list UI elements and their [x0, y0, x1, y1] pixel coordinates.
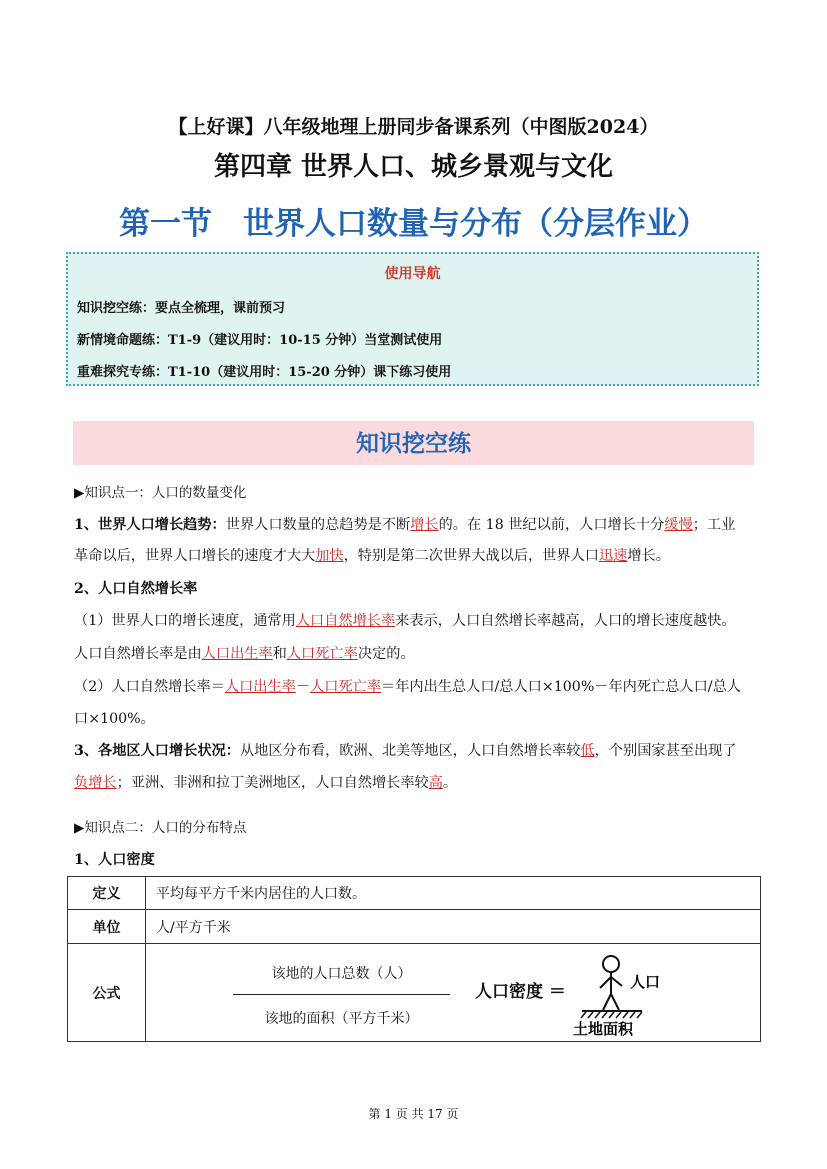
- guide-row: 重难探究专练：T1-10（建议用时：15-20 分钟）课下练习使用: [77, 365, 452, 380]
- section-banner: 知识挖空练: [73, 421, 754, 465]
- series-title: 【上好课】八年级地理上册同步备课系列（中图版2024）: [168, 116, 659, 138]
- item-2-p1-line-2: 人口自然增长率是由人口出生率和人口死亡率决定的。: [74, 646, 415, 662]
- density-illustration: [560, 950, 670, 1040]
- fraction-numerator: 该地的人口总数（人）: [271, 966, 412, 982]
- guide-title: 使用导航: [384, 266, 441, 282]
- density-equals-label: 人口密度 ＝: [475, 982, 566, 1002]
- section-title: 第一节 世界人口数量与分布（分层作业）: [119, 206, 708, 242]
- def-value: 平均每平方千米内居住的人口数。: [146, 877, 761, 910]
- item-2-p1-line-1: （1）世界人口的增长速度，通常用人口自然增长率来表示，人口自然增长率越高，人口的增长速度越快。: [74, 613, 736, 629]
- answer-blank: 负增长: [74, 775, 117, 791]
- answer-blank: 缓慢: [664, 517, 693, 533]
- stick-figure-icon: [560, 950, 670, 1040]
- answer-blank: 人口自然增长率: [295, 613, 396, 629]
- item-2-p2-line-2: 口×100%。: [74, 711, 155, 727]
- item-2-p2-line-1: （2）人口自然增长率＝人口出生率－人口死亡率＝年内出生总人口/总人口×100%－年内死亡总人口/总人: [74, 679, 741, 695]
- item-3-line-1: 3、各地区人口增长状况：从地区分布看，欧洲、北美等地区，人口自然增长率较低，个别国家甚至出现了: [74, 743, 737, 759]
- item-1-line-2: 革命以后，世界人口增长的速度才大大加快，特别是第二次世界大战以后，世界人口迅速增长。: [74, 548, 670, 564]
- answer-blank: 人口死亡率: [310, 679, 382, 695]
- usage-guide-box: [66, 252, 759, 386]
- unit-label: 单位: [68, 910, 146, 944]
- unit-value: 人/平方千米: [146, 910, 761, 944]
- answer-blank: 人口出生率: [224, 679, 296, 695]
- answer-blank: 人口出生率: [201, 646, 273, 662]
- fig-person-label: 人口: [630, 973, 661, 991]
- density-heading: 1、人口密度: [74, 852, 155, 868]
- answer-blank: 人口死亡率: [286, 646, 358, 662]
- item-1-line-1: 1、世界人口增长趋势：世界人口数量的总趋势是不断增长的。在 18 世纪以前，人口增长十分缓慢；工业: [74, 517, 736, 533]
- guide-row: 知识挖空练：要点全梳理，课前预习: [77, 301, 286, 316]
- answer-blank: 增长: [410, 517, 439, 533]
- formula-label: 公式: [68, 944, 146, 1042]
- fraction-denominator: 该地的面积（平方千米）: [264, 1011, 419, 1027]
- item-3-line-2: 负增长；亚洲、非洲和拉丁美洲地区，人口自然增长率较高。: [74, 775, 458, 791]
- item-2-heading: 2、人口自然增长率: [74, 581, 198, 597]
- answer-blank: 加快: [315, 548, 344, 564]
- answer-blank: 迅速: [598, 548, 628, 564]
- knowledge-point-1-heading: ▶知识点一：人口的数量变化: [74, 485, 247, 501]
- answer-blank: 高: [428, 775, 443, 791]
- fig-land-label: 土地面积: [573, 1020, 634, 1038]
- page-footer: 第 1 页 共 17 页: [368, 1107, 459, 1121]
- answer-blank: 低: [580, 743, 595, 759]
- density-fraction: [233, 963, 450, 1028]
- def-label: 定义: [68, 877, 146, 910]
- fraction-bar: [233, 994, 450, 995]
- guide-row: 新情境命题练：T1-9（建议用时：10-15 分钟）当堂测试使用: [77, 333, 443, 348]
- knowledge-point-2-heading: ▶知识点二：人口的分布特点: [74, 820, 247, 836]
- chapter-title: 第四章 世界人口、城乡景观与文化: [213, 152, 614, 182]
